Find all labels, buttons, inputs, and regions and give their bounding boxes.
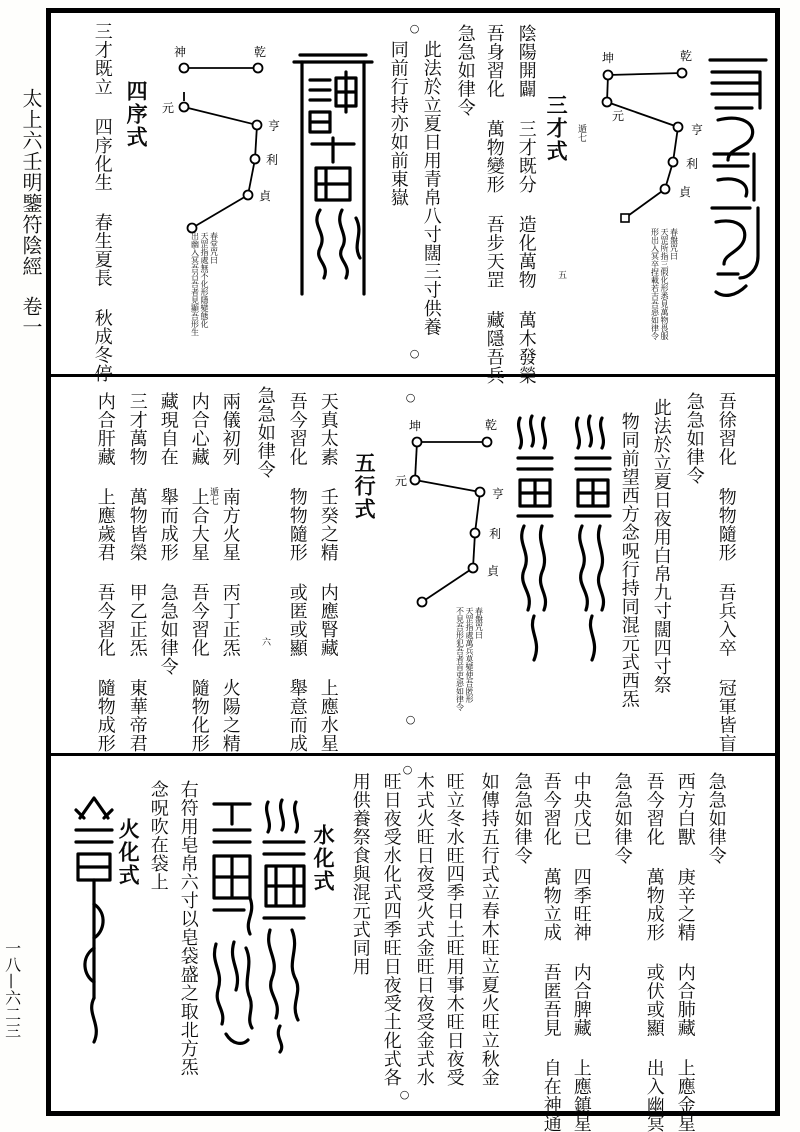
text-column-zhongyang: 中央戊已 四季旺神 内合脾藏 上應鎮星 bbox=[570, 772, 592, 1132]
label-huohua-shi: 火化式 bbox=[116, 818, 141, 887]
text-column-wang2: 木式火旺日夜受火式金旺日夜受金式水 bbox=[413, 772, 435, 1087]
node-label-li: 利 bbox=[489, 527, 502, 541]
text-column-wujin-b2: 吾今習化 萬物立成 吾匿吾見 自在神通 bbox=[540, 772, 562, 1132]
node-label-li: 利 bbox=[266, 153, 279, 167]
label-sixu-shi: 四序式 bbox=[124, 80, 149, 149]
label-sancai-shi: 三才式 bbox=[544, 94, 569, 163]
text-column-sancaiwanwu: 三才萬物 萬物皆榮 甲乙正炁 東華帝君 bbox=[126, 392, 148, 753]
talisman-wuxing bbox=[510, 412, 618, 672]
incantation-sixu bbox=[190, 232, 219, 336]
node-label-yuan: 元 bbox=[162, 101, 175, 115]
annotation-dunqi: 遁七 bbox=[576, 124, 586, 142]
text-column-jiji: 急急如律令 bbox=[683, 392, 705, 485]
circle-marker: ○ bbox=[398, 1088, 412, 1101]
node-label-zhen: 貞 bbox=[259, 189, 272, 203]
folio-number: 一八—六二三 bbox=[2, 940, 22, 1039]
circle-marker: ○ bbox=[408, 347, 422, 360]
incantation-line: 出幽入冥吾召吾者見顯吾形生 bbox=[190, 232, 200, 336]
text-column-ruchuan: 如傳持五行式立春木旺立夏火旺立秋金 bbox=[478, 772, 500, 1087]
node-label-shen: 神 bbox=[174, 45, 187, 59]
text-column-xifang: 西方白獸 庚辛之精 内合肺藏 上應金星 bbox=[674, 772, 696, 1132]
text-column-neihegan: 内合肝藏 上應歲君 吾今習化 隨物成形 bbox=[94, 392, 116, 753]
circle-marker: ○ bbox=[404, 391, 418, 404]
column-marker-five: 五 bbox=[556, 270, 566, 279]
incantation-sancai bbox=[650, 228, 679, 340]
talisman-sixu bbox=[290, 50, 376, 302]
text-column-jiji-b3: 急急如律令 bbox=[511, 772, 533, 865]
node-label-heng: 亨 bbox=[268, 119, 281, 133]
node-label-qian: 乾 bbox=[254, 45, 267, 59]
incantation-line: 春盤咒曰 bbox=[474, 607, 484, 639]
text-column-neihexin: 内合心藏 上合大星 吾今習化 隨物化形 bbox=[188, 392, 210, 753]
text-column-wujin: 吾今習化 物物隨形 或匿或顯 舉意而成 bbox=[286, 392, 308, 753]
volume-label: 卷一 bbox=[19, 296, 43, 337]
incantation-line: 形出入冥卒捏載若吉吾惡如律令 bbox=[650, 228, 660, 340]
text-column-wushen: 吾身習化 萬物變形 吾步天罡 藏隱吾兵 bbox=[483, 24, 505, 385]
text-column-cifa2: 此法於立夏日夜用白帛九寸闊四寸祭 bbox=[650, 398, 672, 694]
circle-marker: ○ bbox=[404, 713, 418, 726]
text-column-jiji-b1: 急急如律令 bbox=[705, 772, 727, 865]
annotation-dunqi-2: 遁七 bbox=[208, 487, 218, 505]
label-wuxing-shi: 五行式 bbox=[352, 452, 377, 521]
text-column-sancaijili: 三才既立 四序化生 春生夏長 秋成冬停 bbox=[91, 22, 113, 383]
text-column-tongqian: 同前行持亦如前東嶽 bbox=[387, 40, 409, 207]
diagram-sancai bbox=[594, 42, 709, 242]
text-column-cifa: 此法於立夏日用青帛八寸闊三寸供養 bbox=[420, 40, 442, 336]
label-shuihua-shi: 水化式 bbox=[311, 824, 336, 893]
text-column-jiji-b2: 急急如律令 bbox=[611, 772, 633, 865]
node-label-heng: 亨 bbox=[492, 487, 505, 501]
node-label-li: 利 bbox=[686, 157, 699, 171]
book-title: 太上六壬明鑒符陰經 bbox=[19, 88, 43, 277]
text-column-wutong: 物同前望西方念呪行持同混元式西炁 bbox=[618, 412, 640, 708]
text-column-yong: 用供養祭食與混元式同用 bbox=[349, 772, 371, 976]
node-label-yuan: 元 bbox=[612, 109, 625, 123]
talisman-huohua bbox=[66, 792, 122, 1044]
text-column-cangxian: 藏現自在 舉而成形 急急如律令 bbox=[157, 392, 179, 676]
text-column-nianzhou: 念呪吹在袋上 bbox=[147, 780, 169, 891]
incantation-line: 天罡所指三假化形悉見萬物畏服 bbox=[660, 228, 669, 340]
text-column-wang1: 旺立冬水旺四季日土旺用事木旺日夜受 bbox=[443, 772, 465, 1087]
diagram-wuxing bbox=[388, 385, 508, 625]
node-label-kun: 坤 bbox=[602, 51, 615, 65]
node-label-kun: 坤 bbox=[409, 419, 422, 433]
incantation-line: 不見吾形犯吾者首吏惡如律令 bbox=[455, 607, 465, 711]
section-divider-1 bbox=[51, 374, 779, 377]
circle-marker: ○ bbox=[408, 22, 422, 35]
text-column-jiji2: 急急如律令 bbox=[254, 386, 276, 479]
text-column-tianzhen: 天真太素 壬癸之精 内應腎藏 上應水星 bbox=[317, 392, 339, 753]
incantation-line: 春堂咒曰 bbox=[209, 232, 219, 264]
incantation-line: 天罡指處萬兵莫變使吾匿形 bbox=[465, 607, 474, 703]
text-column-liangyi: 兩儀初列 南方火星 丙丁正炁 火陽之精 bbox=[219, 392, 241, 753]
text-column-jiji: 急急如律令 bbox=[454, 24, 476, 117]
incantation-wuxing bbox=[455, 607, 484, 711]
talisman-sancai bbox=[702, 50, 774, 302]
text-column-wujin-b1: 吾今習化 萬物成形 或伏或顯 出入幽冥 bbox=[643, 772, 665, 1132]
text-column-youfu: 右符用皂帛六寸以皂袋盛之取北方炁 bbox=[177, 780, 199, 1076]
diagram-sixu bbox=[150, 40, 290, 240]
incantation-line: 天罡指處無不化形隱變態化 bbox=[200, 232, 209, 328]
text-column-wuxu: 吾徐習化 物物隨形 吾兵入卒 冠軍皆盲 bbox=[715, 392, 737, 753]
incantation-line: 春盤咒曰 bbox=[669, 228, 679, 260]
node-label-qian: 乾 bbox=[680, 49, 693, 63]
talisman-shuihua bbox=[206, 794, 312, 1056]
section-divider-2 bbox=[51, 753, 779, 756]
text-column-yinyang: 陰陽開闢 三才既分 造化萬物 萬木發榮 bbox=[515, 24, 537, 385]
node-label-zhen: 貞 bbox=[679, 185, 692, 199]
node-label-qian: 乾 bbox=[485, 418, 498, 432]
column-marker-six: 六 bbox=[260, 637, 270, 646]
circle-marker: ○ bbox=[401, 763, 415, 776]
node-label-zhen: 貞 bbox=[487, 564, 500, 578]
text-column-wang3: 旺日夜受水化式四季旺日夜受土化式各 bbox=[380, 772, 402, 1087]
node-label-heng: 亨 bbox=[691, 123, 704, 137]
node-label-yuan: 元 bbox=[395, 474, 408, 488]
